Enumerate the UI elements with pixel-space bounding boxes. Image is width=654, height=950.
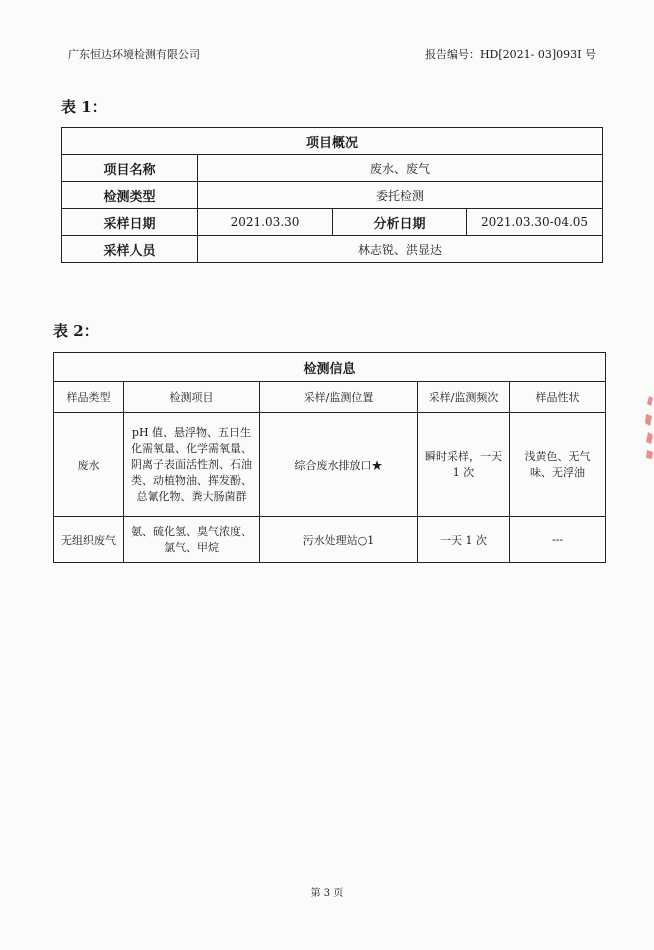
analysis-date-value: 2021.03.30-04.05: [467, 209, 603, 236]
detection-info-table: [53, 352, 606, 563]
test-type-value: 委托检测: [198, 182, 603, 209]
table2-heading: 检测信息: [54, 353, 606, 382]
test-items-cell: pH 值、悬浮物、五日生化需氧量、化学需氧量、阴离子表面活性剂、石油类、动植物油、挥发酚、总氰化物、粪大肠菌群: [124, 413, 260, 517]
sample-date-label: 采样日期: [62, 209, 198, 236]
location-cell: 污水处理站○1: [260, 517, 418, 563]
project-name-value: 废水、废气: [198, 155, 603, 182]
column-header: 采样/监测位置: [260, 382, 418, 413]
test-items-cell: 氨、硫化氢、臭气浓度、氯气、甲烷: [124, 517, 260, 563]
table2-title: 表 2：: [53, 322, 99, 340]
red-seal-fragment: [641, 392, 654, 462]
sample-date-value: 2021.03.30: [198, 209, 333, 236]
location-cell: 综合废水排放口★: [260, 413, 418, 517]
column-header: 样品类型: [54, 382, 124, 413]
table-row: [54, 413, 606, 517]
page-number: 第 3 页: [310, 888, 344, 899]
table-row: [54, 517, 606, 563]
project-name-label: 项目名称: [62, 155, 198, 182]
column-header: 检测项目: [124, 382, 260, 413]
test-type-label: 检测类型: [62, 182, 198, 209]
sampling-staff-label: 采样人员: [62, 236, 198, 263]
appearance-cell: 浅黄色、无气味、无浮油: [510, 413, 606, 517]
frequency-cell: 瞬时采样，一天 1 次: [418, 413, 510, 517]
column-header: 采样/监测频次: [418, 382, 510, 413]
column-header: 样品性状: [510, 382, 606, 413]
company-name: 广东恒达环境检测有限公司: [68, 48, 200, 61]
analysis-date-label: 分析日期: [333, 209, 467, 236]
table1-title: 表 1：: [61, 98, 107, 116]
report-number: 报告编号：HD[2021- 03]093I 号: [424, 48, 596, 61]
sample-type-cell: 无组织废气: [54, 517, 124, 563]
project-overview-table: [61, 127, 603, 263]
table1-heading: 项目概况: [62, 128, 603, 155]
frequency-cell: 一天 1 次: [418, 517, 510, 563]
sample-type-cell: 废水: [54, 413, 124, 517]
appearance-cell: ---: [510, 517, 606, 563]
sampling-staff-value: 林志锐、洪显达: [198, 236, 603, 263]
